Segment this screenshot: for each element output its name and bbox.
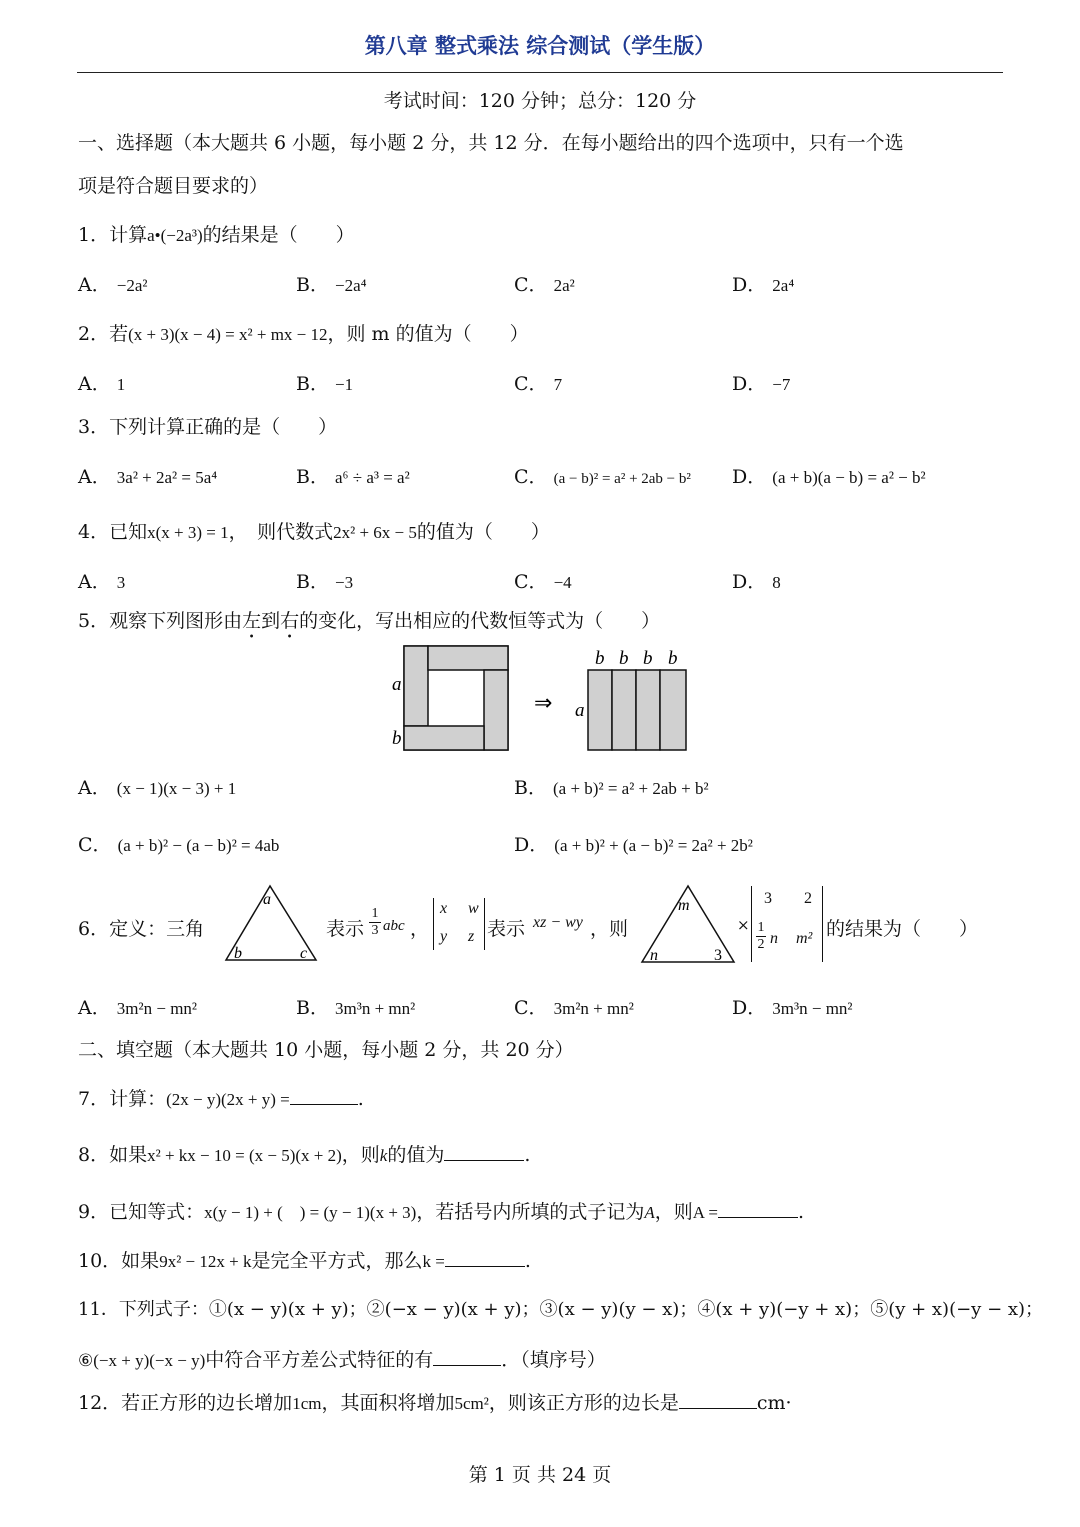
q5-right-a-label: a bbox=[575, 700, 585, 721]
q5-left-b-label: b bbox=[392, 728, 402, 749]
q6-fraction: 1 3 bbox=[369, 906, 381, 939]
question-9: 9．已知等式：x(y − 1) + ( ) = (y − 1)(x + 3)，若括号内所填的式子记为A，则A = . bbox=[78, 1201, 804, 1223]
q6-suffix: 的结果为（ ） bbox=[826, 918, 979, 940]
q5-option-a: A． (x − 1)(x − 3) + 1 bbox=[78, 777, 237, 799]
svg-text:3: 3 bbox=[714, 947, 722, 964]
q6-determinant-2: 3 2 1 2 n m² bbox=[751, 886, 823, 962]
question-2: 2．若(x + 3)(x − 4) = x² + mx − 12，则 m 的值为（ ） bbox=[78, 323, 529, 345]
q6-represents-1: 表示 bbox=[326, 918, 365, 940]
q3-option-c: C． (a − b)² = a² + 2ab − b² bbox=[514, 466, 691, 488]
q2-option-b: B． −1 bbox=[296, 373, 354, 395]
q5-figure bbox=[380, 640, 710, 755]
q1-option-d: D． 2a⁴ bbox=[732, 274, 795, 296]
header-rule bbox=[77, 72, 1003, 73]
section1-title-line1: 一、选择题（本大题共 6 小题，每小题 2 分，共 12 分．在每小题给出的四个选项中，只有一个选 bbox=[78, 132, 904, 154]
q3-option-a: A． 3a² + 2a² = 5a⁴ bbox=[78, 466, 218, 488]
question-6-prefix: 6．定义：三角 bbox=[78, 918, 205, 940]
q5-arrow: ⇒ bbox=[534, 691, 553, 716]
section1-title-line2: 项是符合题目要求的） bbox=[78, 175, 269, 197]
page-header-title: 第八章 整式乘法 综合测试（学生版） bbox=[364, 34, 716, 58]
q2-option-a: A． 1 bbox=[78, 373, 126, 395]
section2-title: 二、填空题（本大题共 10 小题，每小题 2 分，共 20 分） bbox=[78, 1039, 574, 1061]
question-5: 5．观察下列图形由左到右的变化，写出相应的代数恒等式为（ ） bbox=[78, 610, 661, 632]
q6-det-expr: xz − wy bbox=[533, 914, 583, 931]
q3-option-d: D． (a + b)(a − b) = a² − b² bbox=[732, 466, 926, 488]
q6-represents-2: 表示 bbox=[487, 918, 526, 940]
q1-option-a: A． −2a² bbox=[78, 274, 148, 296]
q5-left-a-label: a bbox=[392, 674, 402, 695]
question-11-line1: 11．下列式子：①(x − y)(x + y)；②(−x − y)(x + y)；③(x − y)(y − x)；④(x + y)(−y + x)；⑤(y + x)(−y − x)； bbox=[78, 1299, 1044, 1320]
q5-right-b-label: b bbox=[619, 648, 629, 669]
q6-option-c: C． 3m²n + mn² bbox=[514, 997, 634, 1019]
q6-option-a: A． 3m²n − mn² bbox=[78, 997, 198, 1019]
question-3: 3．下列计算正确的是（ ） bbox=[78, 416, 338, 438]
exam-info: 考试时间：120 分钟；总分：120 分 bbox=[383, 90, 697, 112]
q5-right-b-label: b bbox=[643, 648, 653, 669]
q1-option-c: C． 2a² bbox=[514, 274, 575, 296]
question-10: 10．如果9x² − 12x + k是完全平方式，那么k = . bbox=[78, 1250, 531, 1272]
q5-right-b-label: b bbox=[668, 648, 678, 669]
question-8: 8．如果x² + kx − 10 = (x − 5)(x + 2)，则k的值为 . bbox=[78, 1144, 531, 1166]
question-1: 1．计算a•(−2a³)的结果是（ ） bbox=[78, 224, 355, 246]
q3-option-b: B． a⁶ ÷ a³ = a² bbox=[296, 466, 410, 488]
q4-option-c: C． −4 bbox=[514, 571, 572, 593]
svg-text:c: c bbox=[300, 945, 308, 962]
page-footer: 第 1 页 共 24 页 bbox=[468, 1464, 612, 1486]
svg-text:n: n bbox=[650, 947, 658, 964]
svg-text:m: m bbox=[678, 897, 690, 914]
q6-then: ，则 bbox=[590, 918, 629, 940]
q6-option-d: D． 3m³n − mn² bbox=[732, 997, 853, 1019]
q6-triangle-2 bbox=[638, 880, 738, 966]
q6-times: × bbox=[737, 916, 750, 934]
question-12: 12．若正方形的边长增加1cm，其面积将增加5cm²，则该正方形的边长是 cm· bbox=[78, 1392, 792, 1414]
q4-option-a: A． 3 bbox=[78, 571, 126, 593]
question-7: 7．计算：(2x − y)(2x + y) = . bbox=[78, 1088, 364, 1110]
q6-comma: ， bbox=[410, 918, 430, 940]
q5-option-c: C． (a + b)² − (a − b)² = 4ab bbox=[78, 834, 280, 856]
q6-abc: abc bbox=[383, 918, 405, 934]
question-4: 4．已知x(x + 3) = 1， 则代数式2x² + 6x − 5的值为（ ） bbox=[78, 521, 550, 543]
q2-option-d: D． −7 bbox=[732, 373, 791, 395]
svg-text:b: b bbox=[234, 945, 242, 962]
q2-option-c: C． 7 bbox=[514, 373, 563, 395]
q4-option-b: B． −3 bbox=[296, 571, 354, 593]
q1-option-b: B． −2a⁴ bbox=[296, 274, 367, 296]
question-11-line2: ⑥(−x + y)(−x − y)中符合平方差公式特征的有 ．（填序号） bbox=[78, 1349, 606, 1371]
q4-option-d: D． 8 bbox=[732, 571, 781, 593]
q5-option-b: B． (a + b)² = a² + 2ab + b² bbox=[514, 777, 709, 799]
q6-determinant-1: x w y z bbox=[433, 898, 485, 950]
q6-triangle-1 bbox=[220, 880, 322, 966]
q5-right-b-label: b bbox=[595, 648, 605, 669]
svg-text:a: a bbox=[263, 891, 271, 908]
q5-option-d: D． (a + b)² + (a − b)² = 2a² + 2b² bbox=[514, 834, 753, 856]
q6-option-b: B． 3m³n + mn² bbox=[296, 997, 416, 1019]
